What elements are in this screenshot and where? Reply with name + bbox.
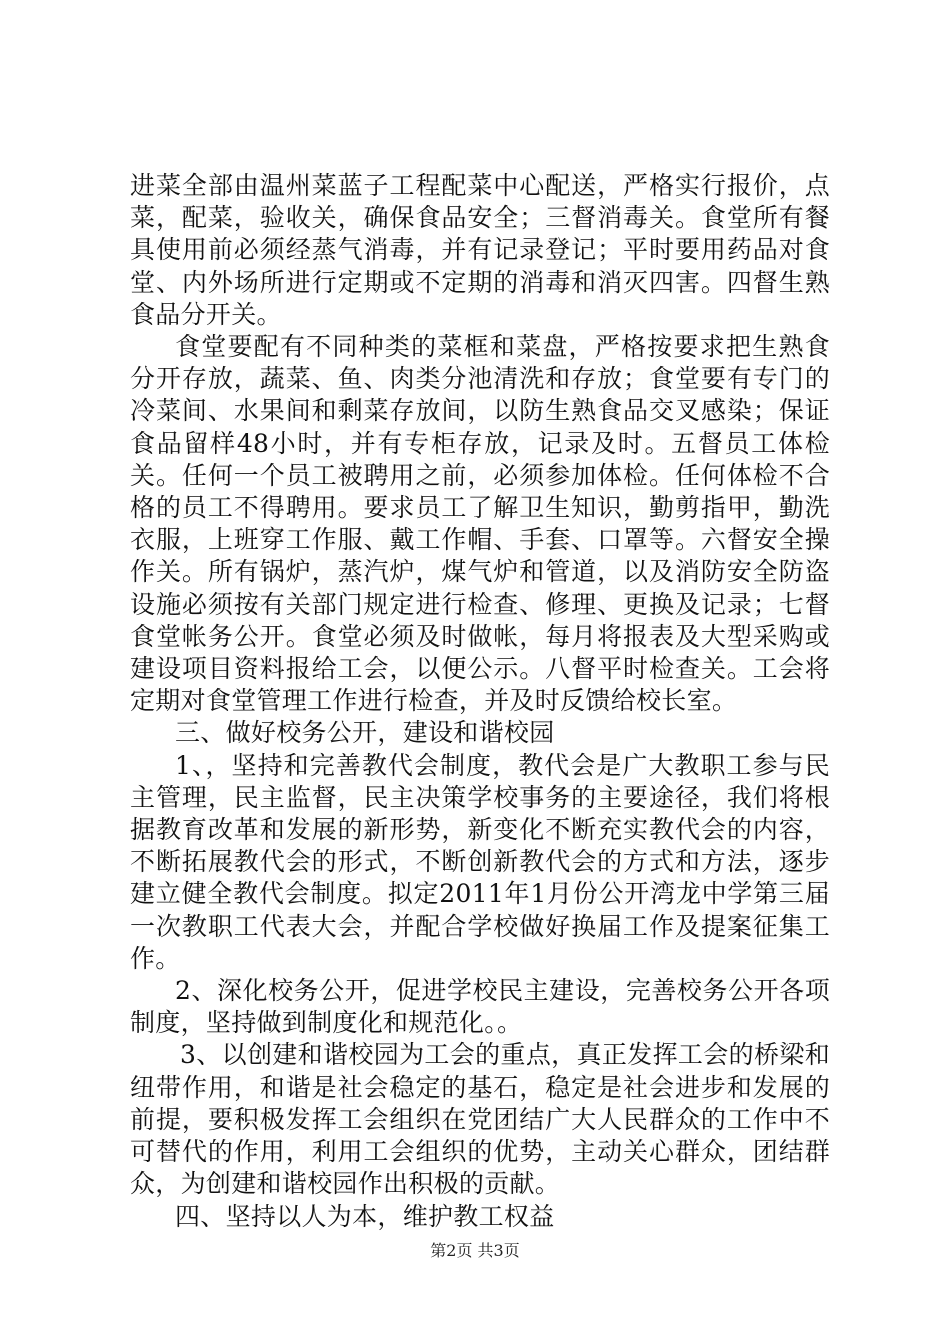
document-body	[130, 170, 830, 1233]
paragraph-continuation: 进菜全部由温州菜蓝子工程配菜中心配送，严格实行报价，点菜，配菜，验收关，确保食品安全；三督消毒关。食堂所有餐具使用前必须经蒸气消毒，并有记录登记；平时要用药品对食堂、内外场所进行定期或不定期的消毒和消灭四害。四督生熟食品分开关。	[130, 171, 830, 329]
paragraph-item-3: 3、以创建和谐校园为工会的重点，真正发挥工会的桥梁和纽带作用，和谐是社会稳定的基石，稳定是社会进步和发展的前提，要积极发挥工会组织在党团结广大人民群众的工作中不可替代的作用，利用工会组织的优势，主动关心群众，团结群众，为创建和谐校园作出积极的贡献。	[130, 1040, 830, 1199]
paragraph-item-1: 1、，坚持和完善教代会制度，教代会是广大教职工参与民主管理，民主监督，民主决策学校事务的主要途径，我们将根据教育改革和发展的新形势，新变化不断充实教代会的内容，不断拓展教代会的形式，不断创新教代会的方式和方法，逐步建立健全教代会制度。拟定2011年1月份公开湾龙中学第三届一次教职工代表大会，并配合学校做好换届工作及提案征集工作。	[130, 750, 830, 973]
section-heading-4: 四、坚持以人为本，维护教工权益	[175, 1201, 555, 1231]
paragraph-item-2: 2、深化校务公开，促进学校民主建设，完善校务公开各项制度，坚持做到制度化和规范化。。	[130, 976, 830, 1038]
paragraph-canteen: 食堂要配有不同种类的菜框和菜盘，严格按要求把生熟食分开存放，蔬菜、鱼、肉类分池清洗和存放；食堂要有专门的冷菜间、水果间和剩菜存放间，以防生熟食品交叉感染；保证食品留样48小时，并有专柜存放，记录及时。五督员工体检关。任何一个员工被聘用之前，必须参加体检。任何体检不合格的员工不得聘用。要求员工了解卫生知识，勤剪指甲，勤洗衣服，上班穿工作服、戴工作帽、手套、口罩等。六督安全操作关。所有锅炉，蒸汽炉，煤气炉和管道，以及消防安全防盗设施必须按有关部门规定进行检查、修理、更换及记录；七督食堂帐务公开。食堂必须及时做帐，每月将报表及大型采购或建设项目资料报给工会，以便公示。八督平时检查关。工会将定期对食堂管理工作进行检查，并及时反馈给校长室。	[130, 332, 830, 716]
page-footer: 第2页 共3页	[430, 1241, 520, 1260]
section-heading-3: 三、做好校务公开，建设和谐校园	[175, 718, 555, 748]
